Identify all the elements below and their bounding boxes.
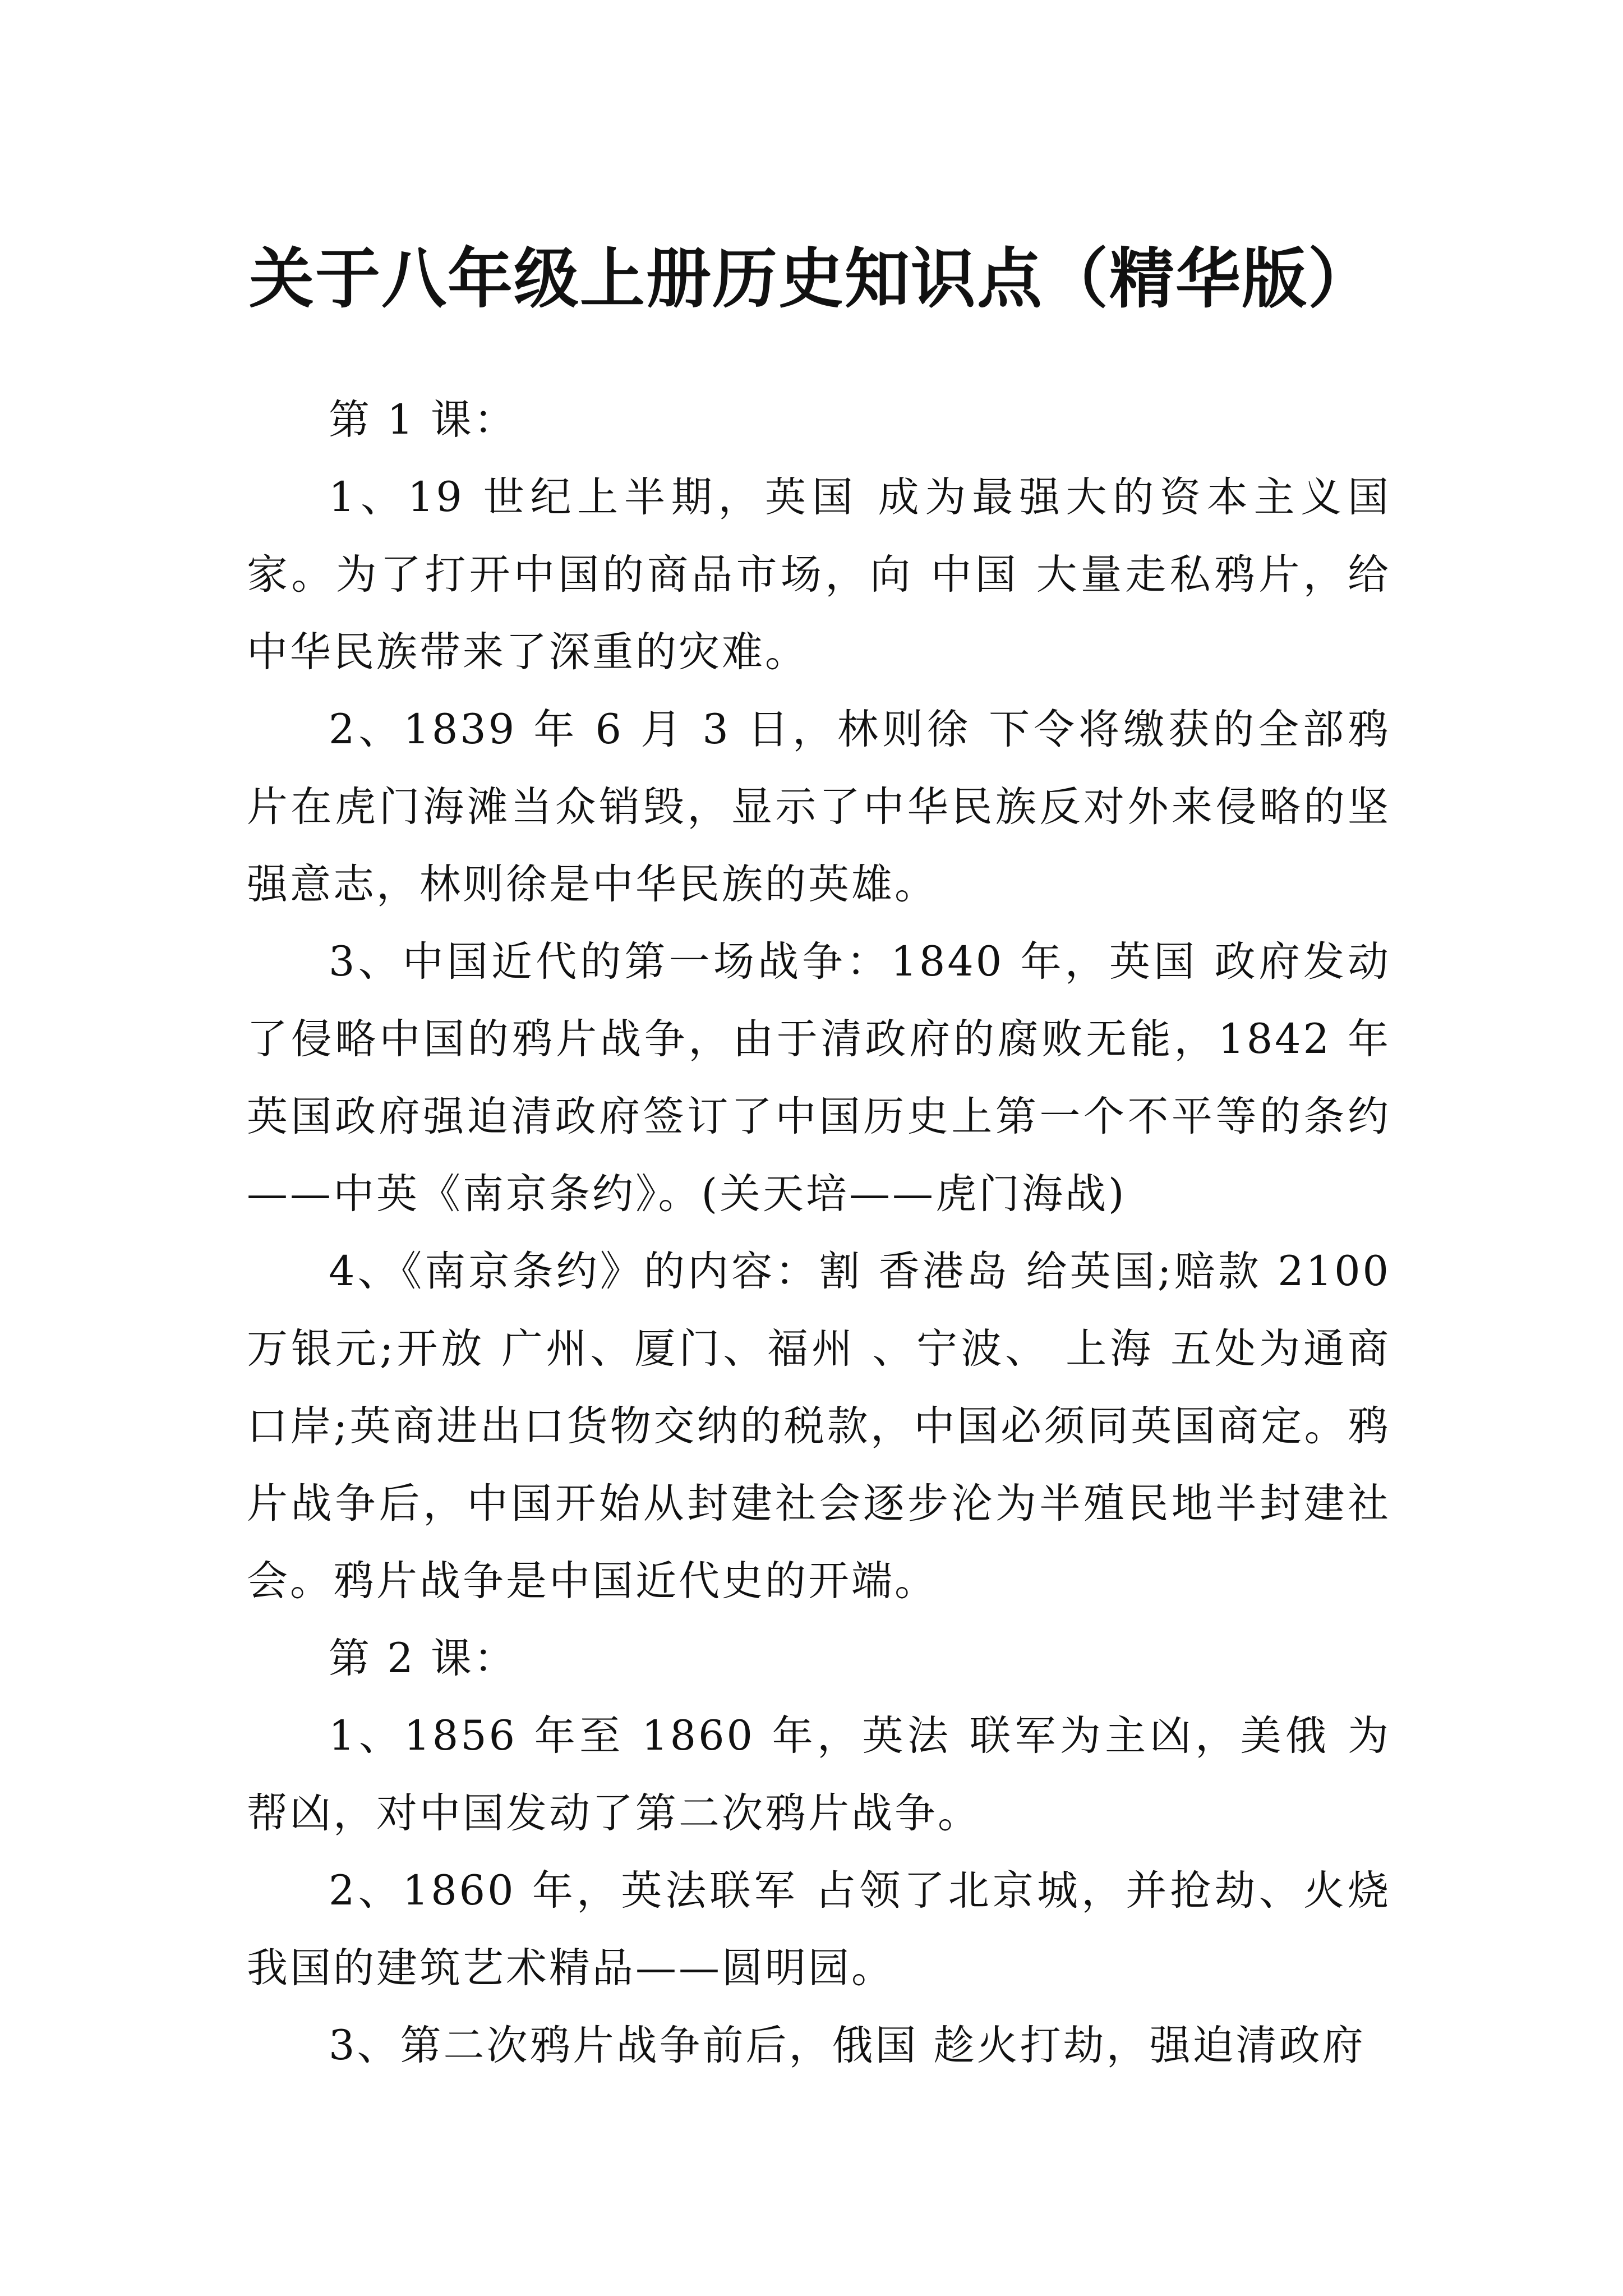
paragraph: 2、1839 年 6 月 3 日，林则徐 下令将缴获的全部鸦片在虎门海滩当众销毁，显示了中华民族反对外来侵略的坚强意志，林则徐是中华民族的英雄。 — [247, 706, 1391, 908]
paragraph: 4、《南京条约》的内容：割 香港岛 给英国;赔款 2100 万银元;开放 广州、厦门、福州 、宁波、 上海 五处为通商口岸;英商进出口货物交纳的税款，中国必须同英国商定。鸦片战争后，中国开始从封建社会逐步沦为半殖民地半封建社会。鸦片战争是中国近代史的开端。 — [247, 1248, 1391, 1605]
paragraph: 3、第二次鸦片战争前后，俄国 趁火打劫，强迫清政府 — [329, 2022, 1366, 2069]
lesson-heading: 第 1 课： — [329, 396, 517, 444]
paragraph: 1、19 世纪上半期，英国 成为最强大的资本主义国家。为了打开中国的商品市场，向 中国 大量走私鸦片，给中华民族带来了深重的灾难。 — [247, 473, 1391, 676]
paragraph: 2、1860 年，英法联军 占领了北京城，并抢劫、火烧我国的建筑艺术精品——圆明园。 — [247, 1867, 1391, 1992]
page-title: 关于八年级上册历史知识点（精华版） — [249, 241, 1374, 317]
paragraph: 1、1856 年至 1860 年，英法 联军为主凶，美俄 为帮凶，对中国发动了第二次鸦片战争。 — [247, 1712, 1391, 1837]
lesson-heading: 第 2 课： — [329, 1635, 517, 1682]
document-body — [247, 381, 1391, 2085]
paragraph: 3、中国近代的第一场战争：1840 年，英国 政府发动了侵略中国的鸦片战争，由于清政府的腐败无能，1842 年英国政府强迫清政府签订了中国历史上第一个不平等的条约——中英《南京条约》。(关天培——虎门海战) — [247, 938, 1391, 1218]
